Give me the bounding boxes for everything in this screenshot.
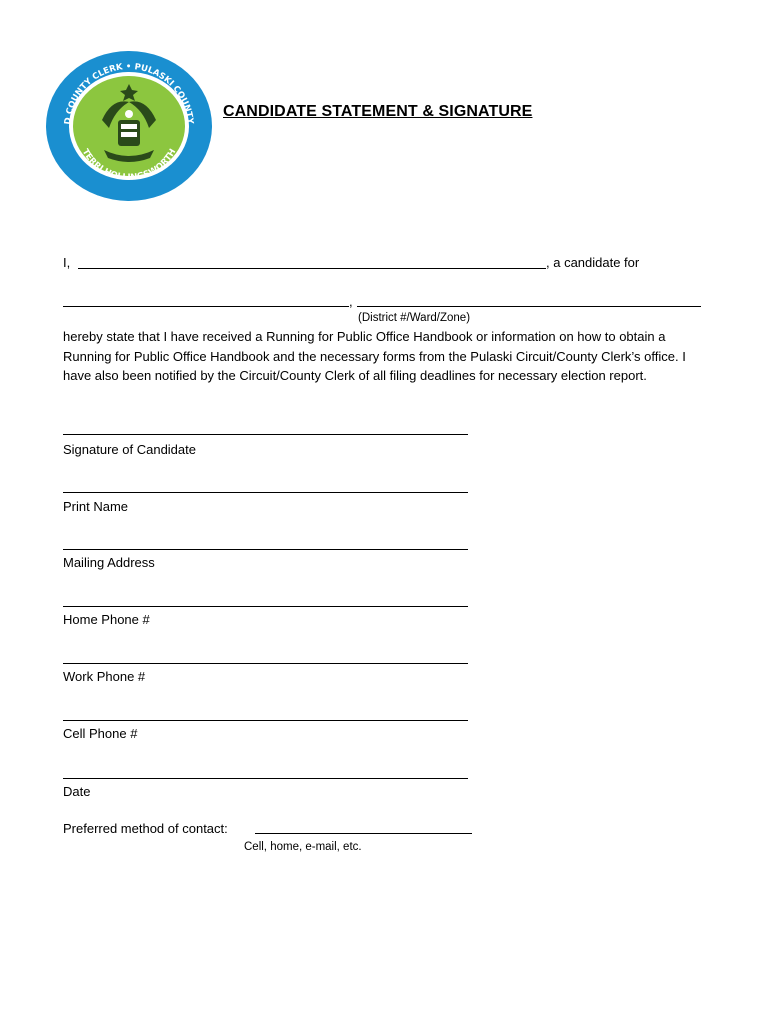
seal-top-text: D COUNTY CLERK • PULASKI COUNTY <box>63 61 195 126</box>
field-label-work-phone: Work Phone # <box>63 669 146 684</box>
field-label-mailing-address: Mailing Address <box>63 555 155 570</box>
page-title: CANDIDATE STATEMENT & SIGNATURE <box>223 103 533 120</box>
district-blank[interactable] <box>357 306 701 307</box>
statement-paragraph: hereby state that I have received a Running for Public Office Handbook or information on how to obtain a Running for Public Office Handbook and the necessary forms from the Pulaski Circuit/County Clerk’s office. I have also been notified by the Circuit/County Clerk of all filing deadlines for necessary election report. <box>63 329 686 383</box>
print-name-line[interactable] <box>63 492 468 493</box>
home-phone-line[interactable] <box>63 606 468 607</box>
preferred-contact-hint: Cell, home, e-mail, etc. <box>244 841 362 853</box>
office-blank[interactable] <box>63 306 349 307</box>
field-label-signature: Signature of Candidate <box>63 442 196 457</box>
date-line[interactable] <box>63 778 468 779</box>
mailing-address-line[interactable] <box>63 549 468 550</box>
county-clerk-seal <box>44 50 214 202</box>
preferred-contact-line[interactable] <box>255 833 472 834</box>
district-caption: (District #/Ward/Zone) <box>358 312 471 324</box>
field-label-home-phone: Home Phone # <box>63 612 150 627</box>
field-label-date: Date <box>63 784 91 799</box>
work-phone-line[interactable] <box>63 663 468 664</box>
seal-bottom-text: TERRI HOLLINGSWORTH <box>79 147 179 183</box>
cell-phone-line[interactable] <box>63 720 468 721</box>
signature-line[interactable] <box>63 434 468 435</box>
candidate-name-blank[interactable] <box>78 268 546 269</box>
field-label-cell-phone: Cell Phone # <box>63 726 138 741</box>
line1-prefix: I, <box>63 255 71 270</box>
field-label-print-name: Print Name <box>63 499 129 514</box>
preferred-contact-label: Preferred method of contact: <box>63 821 228 836</box>
line2-separator: , <box>349 294 353 309</box>
line1-suffix: , a candidate for <box>546 255 640 270</box>
